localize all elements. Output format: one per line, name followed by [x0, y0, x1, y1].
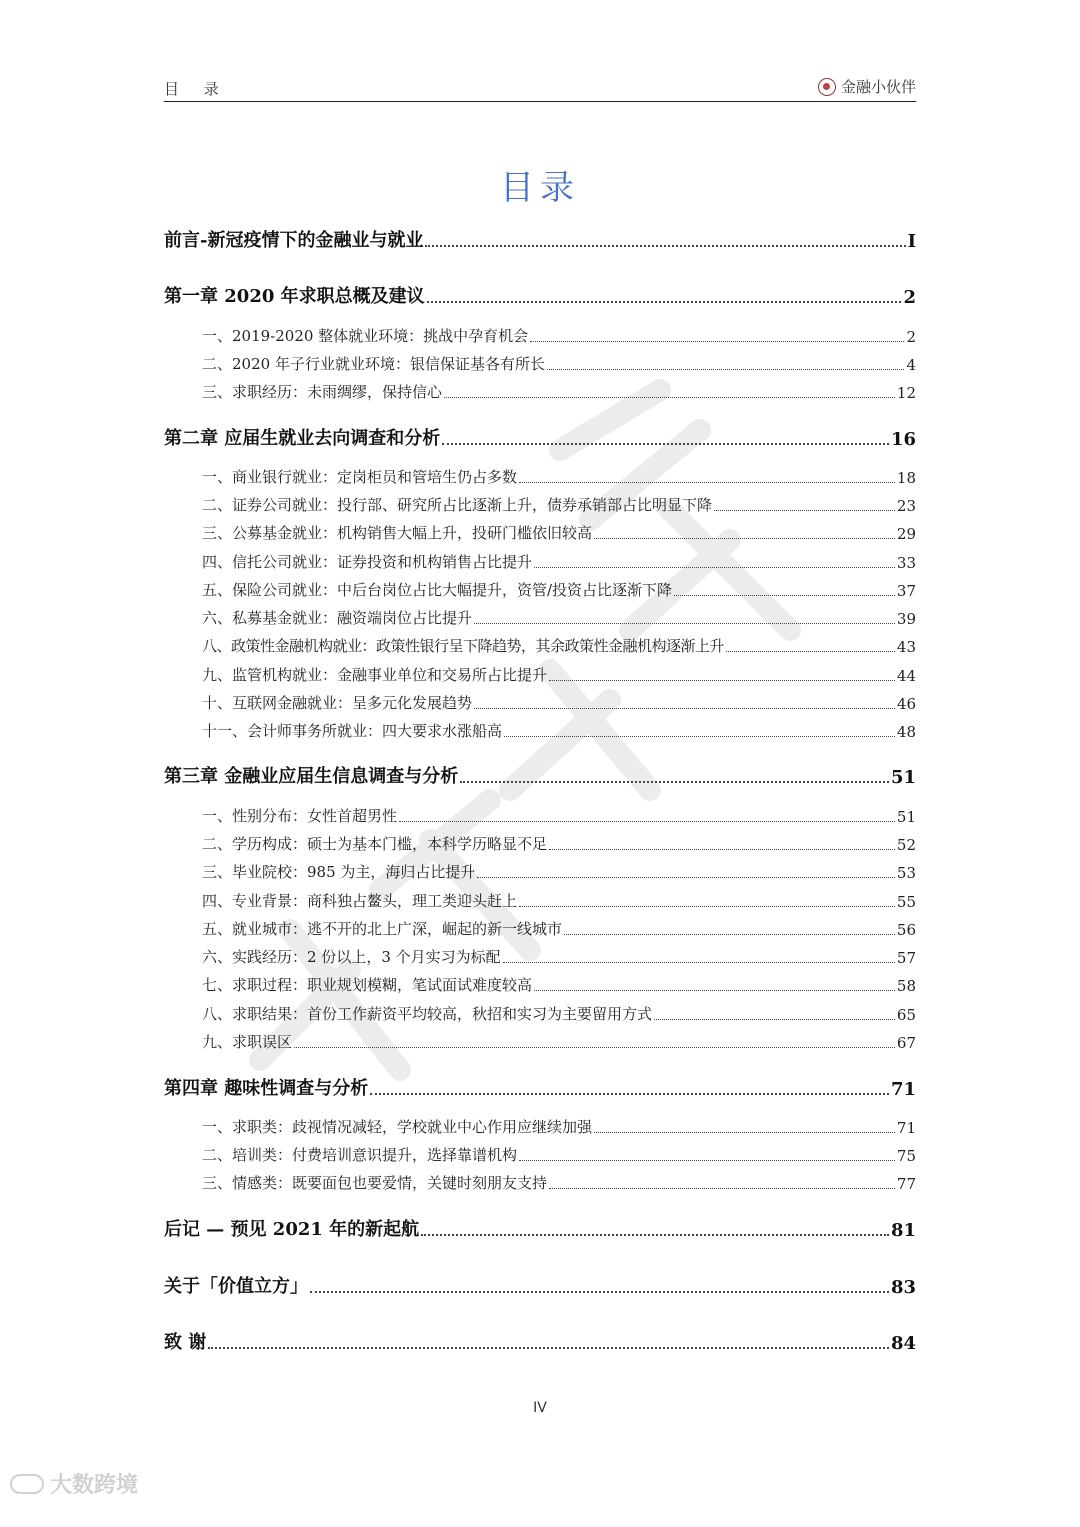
toc-leader: [474, 623, 895, 624]
toc-leader: [534, 567, 895, 568]
toc-entry-page: 29: [896, 525, 916, 543]
toc-leader: [519, 482, 895, 483]
toc-entry[interactable]: [202, 494, 916, 515]
toc-entry-page: 55: [896, 893, 916, 911]
page-number: IV: [533, 1400, 547, 1416]
toc-entry-label: 三、公募基金就业：机构销售大幅上升，投研门槛依旧较高: [202, 524, 593, 542]
toc-entry[interactable]: [164, 1272, 916, 1298]
toc-entry-page: 75: [896, 1147, 916, 1165]
toc-leader: [654, 1019, 895, 1020]
toc-leader: [547, 369, 905, 370]
toc-entry-page: 65: [896, 1006, 916, 1024]
toc-leader: [460, 781, 889, 783]
toc-entry-label: 一、求职类：歧视情况减轻，学校就业中心作用应继续加强: [202, 1118, 593, 1136]
toc-entry-page: 2: [903, 287, 916, 308]
toc-entry[interactable]: [202, 466, 916, 487]
toc-entry-page: 77: [896, 1175, 916, 1193]
toc-entry-page: 37: [896, 582, 916, 600]
toc-entry-label: 四、信托公司就业：证券投资和机构销售占比提升: [202, 553, 533, 571]
toc-entry[interactable]: [202, 1116, 916, 1137]
toc-entry[interactable]: [202, 1031, 916, 1052]
toc-entry[interactable]: [202, 805, 916, 826]
toc-entry[interactable]: [202, 1003, 916, 1024]
toc-entry-page: 23: [896, 497, 916, 515]
toc-entry-page: 48: [896, 723, 916, 741]
toc-entry[interactable]: [202, 974, 916, 995]
toc-leader: [474, 708, 895, 709]
toc-entry-label: 十一、会计师事务所就业：四大要求水涨船高: [202, 722, 503, 740]
toc-leader: [594, 1132, 895, 1133]
header-brand: [818, 76, 916, 97]
toc-entry-label: 二、培训类：付费培训意识提升，选择靠谱机构: [202, 1146, 518, 1164]
toc-entry[interactable]: [164, 1215, 916, 1241]
toc-leader: [534, 990, 895, 991]
page-header: [164, 76, 916, 102]
toc-leader: [714, 510, 895, 511]
toc-entry[interactable]: [202, 946, 916, 967]
toc-entry[interactable]: [202, 381, 916, 402]
toc-leader: [421, 1234, 889, 1236]
toc-entry[interactable]: [202, 664, 916, 685]
toc-entry-label: 一、2019-2020 整体就业环境：挑战中孕育机会: [202, 327, 529, 345]
toc-entry[interactable]: [202, 522, 916, 543]
toc-entry-page: 51: [890, 767, 916, 788]
toc-entry-label: 九、监管机构就业：金融事业单位和交易所占比提升: [202, 666, 548, 684]
toc-entry-page: 51: [896, 808, 916, 826]
toc-entry[interactable]: [202, 861, 916, 882]
toc-entry[interactable]: [202, 833, 916, 854]
brand-logo-icon: [818, 78, 836, 96]
toc-entry-page: 71: [896, 1119, 916, 1137]
toc-entry-label: 后记 — 预见 2021 年的新起航: [164, 1219, 420, 1240]
toc-leader: [310, 1291, 889, 1293]
toc-leader: [564, 934, 895, 935]
toc-entry-label: 关于「价值立方」: [164, 1276, 308, 1297]
page-title: 目录: [500, 168, 580, 208]
toc-entry[interactable]: [164, 1074, 916, 1100]
watermark-brand-text: 大数跨境: [50, 1473, 139, 1498]
toc-leader: [504, 736, 895, 737]
header-section-label: 目 录: [164, 80, 229, 98]
toc-entry-page: 58: [896, 977, 916, 995]
toc-entry-label: 第一章 2020 年求职总概及建议: [164, 286, 425, 307]
toc-entry-label: 第二章 应届生就业去向调查和分析: [164, 428, 441, 449]
toc-entry-page: 52: [896, 836, 916, 854]
toc-entry-label: 第四章 趣味性调查与分析: [164, 1078, 369, 1099]
toc-entry[interactable]: [164, 1328, 916, 1354]
toc-entry-page: 12: [896, 384, 916, 402]
toc-entry[interactable]: [202, 579, 916, 600]
toc-entry-label: 三、求职经历：未雨绸缪，保持信心: [202, 383, 443, 401]
toc-entry[interactable]: [202, 692, 916, 713]
toc-entry[interactable]: [202, 325, 916, 346]
toc-entry-page: 39: [896, 610, 916, 628]
toc-entry-label: 五、就业城市：逃不开的北上广深，崛起的新一线城市: [202, 920, 563, 938]
toc-entry-label: 二、2020 年子行业就业环境：银信保证基各有所长: [202, 355, 545, 373]
toc-entry-page: 33: [896, 554, 916, 572]
toc-entry[interactable]: [202, 720, 916, 741]
toc-entry-page: 4: [906, 356, 916, 374]
toc-entry-label: 一、商业银行就业：定岗柜员和管培生仍占多数: [202, 468, 518, 486]
toc-entry-label: 八、求职结果：首份工作薪资平均较高，秋招和实习为主要留用方式: [202, 1005, 653, 1023]
toc-leader: [726, 651, 895, 652]
toc-entry-label: 前言-新冠疫情下的金融业与就业: [164, 230, 424, 251]
toc-entry[interactable]: [202, 1172, 916, 1193]
toc-entry-page: 84: [890, 1333, 916, 1354]
toc-leader: [399, 821, 895, 822]
toc-entry-page: 43: [896, 638, 916, 656]
toc-entry[interactable]: [202, 607, 916, 628]
toc-entry-page: 44: [896, 667, 916, 685]
toc-entry-label: 一、性别分布：女性首超男性: [202, 807, 398, 825]
toc-entry-page: 2: [906, 328, 916, 346]
toc-leader: [444, 397, 895, 398]
watermark-brand: [10, 1468, 138, 1499]
toc-entry[interactable]: [202, 918, 916, 939]
toc-entry[interactable]: [202, 890, 916, 911]
toc-entry[interactable]: [202, 353, 916, 374]
toc-leader: [549, 849, 895, 850]
toc-leader: [427, 301, 902, 303]
toc-leader: [425, 245, 905, 247]
toc-entry-page: 56: [896, 921, 916, 939]
toc-entry-page: 83: [890, 1277, 916, 1298]
toc-entry-page: 18: [896, 469, 916, 487]
toc-entry[interactable]: [202, 551, 916, 572]
toc-leader: [674, 595, 895, 596]
toc-entry-page: 71: [890, 1079, 916, 1100]
toc-entry[interactable]: [164, 282, 916, 308]
toc-entry-label: 三、情感类：既要面包也要爱情，关键时刻朋友支持: [202, 1174, 548, 1192]
toc-leader: [477, 877, 895, 878]
toc-leader: [208, 1347, 889, 1349]
toc-entry-label: 八、政策性金融机构就业：政策性银行呈下降趋势，其余政策性金融机构逐渐上升: [202, 637, 725, 655]
toc-leader: [294, 1047, 895, 1048]
toc-entry-label: 六、私募基金就业：融资端岗位占比提升: [202, 609, 473, 627]
toc-entry-label: 十、互联网金融就业：呈多元化发展趋势: [202, 694, 473, 712]
toc-leader: [519, 906, 895, 907]
header-brand-text: 金融小伙伴: [840, 78, 916, 96]
toc-entry-label: 致 谢: [164, 1332, 207, 1353]
toc-leader: [442, 443, 889, 445]
toc-leader: [594, 538, 895, 539]
toc-entry[interactable]: [202, 1144, 916, 1165]
toc-entry[interactable]: [202, 635, 916, 656]
toc-entry-page: 46: [896, 695, 916, 713]
toc-entry-label: 九、求职误区: [202, 1033, 293, 1051]
toc-entry[interactable]: [164, 424, 916, 450]
header-divider: [164, 101, 916, 102]
toc-entry-page: 81: [890, 1220, 916, 1241]
toc-leader: [530, 341, 904, 342]
toc-entry-page: 57: [896, 949, 916, 967]
toc-entry-label: 四、专业背景：商科独占鳌头，理工类迎头赶上: [202, 892, 518, 910]
toc-entry-label: 五、保险公司就业：中后台岗位占比大幅提升，资管/投资占比逐渐下降: [202, 581, 673, 599]
toc-leader: [503, 962, 895, 963]
toc-entry-label: 二、学历构成：硕士为基本门槛，本科学历略显不足: [202, 835, 548, 853]
toc-entry-label: 六、实践经历：2 份以上，3 个月实习为标配: [202, 948, 501, 966]
toc-entry-label: 三、毕业院校：985 为主，海归占比提升: [202, 863, 476, 881]
toc-entry-label: 二、证券公司就业：投行部、研究所占比逐渐上升，债券承销部占比明显下降: [202, 496, 713, 514]
toc-entry-label: 七、求职过程：职业规划模糊，笔试面试难度较高: [202, 976, 533, 994]
toc-entry-page: I: [907, 231, 916, 252]
toc-entry-page: 53: [896, 864, 916, 882]
watermark-logo-icon: [10, 1474, 44, 1494]
toc-entry-page: 67: [896, 1034, 916, 1052]
toc-entry[interactable]: [164, 226, 916, 252]
toc-leader: [549, 1188, 895, 1189]
toc-leader: [549, 680, 895, 681]
toc-entry-label: 第三章 金融业应届生信息调查与分析: [164, 766, 459, 787]
toc-leader: [370, 1093, 889, 1095]
toc-entry[interactable]: [164, 762, 916, 788]
toc-entry-page: 16: [890, 429, 916, 450]
toc-leader: [519, 1160, 895, 1161]
